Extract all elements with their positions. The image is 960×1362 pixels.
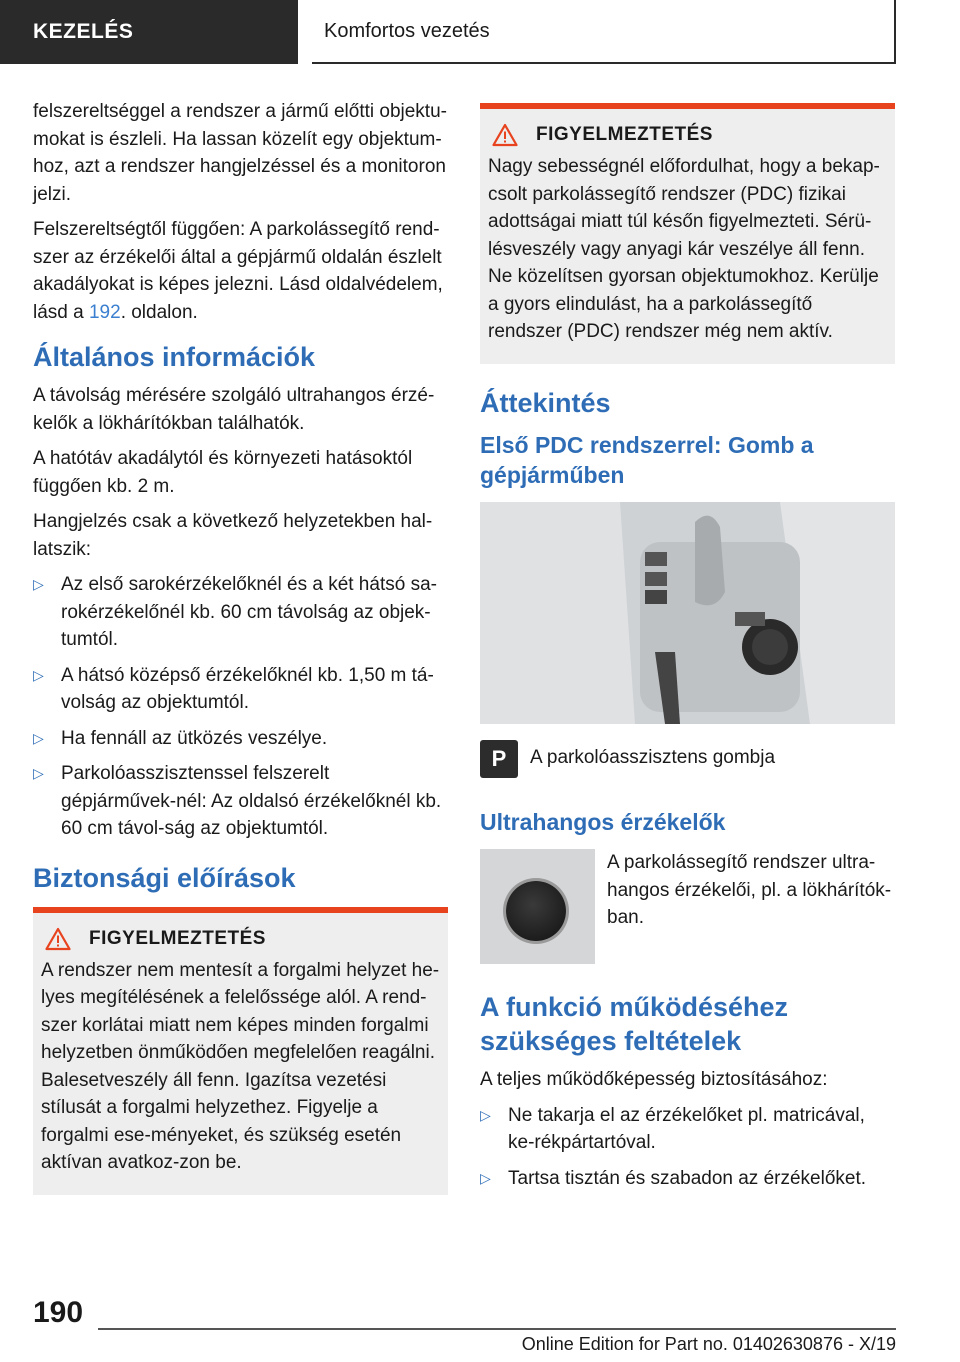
triangle-bullet-icon: ▷	[480, 1106, 491, 1123]
warning-text: Nagy sebességnél előfordulhat, hogy a bekap-csolt parkolássegítő rendszer (PDC) fizikai adottságai miatt túl későn figyelmezteti. Sérü-lésveszély vagy anyagi kár veszélye áll fenn. Ne közelítsen gyorsan objektumokhoz. Kerülje a gyors elindulást, ha a parkolássegítő rendszer (PDC) rendszer még nem aktív.	[488, 156, 880, 342]
edition-text: Online Edition for Part no. 01402630876 - X/19	[521, 1334, 896, 1354]
general-paragraph-3: Hangjelzés csak a következő helyzetekben hal-latszik:	[33, 511, 433, 560]
ultrasonic-sensor-image	[480, 849, 595, 964]
list-item	[480, 1102, 895, 1157]
console-photo	[480, 502, 895, 724]
warning-title: FIGYELMEZTETÉS	[536, 124, 713, 145]
conditions-list	[480, 1102, 895, 1193]
list-item	[480, 1165, 895, 1193]
conditions-heading: A funkció működéséhez szükséges feltételek	[480, 992, 789, 1056]
warning-box	[33, 907, 448, 1195]
overview-heading: Áttekintés	[480, 387, 611, 418]
warning-header	[41, 927, 440, 951]
list-item-text: Ha fennáll az ütközés veszélye.	[61, 727, 328, 749]
caption-row	[480, 740, 895, 780]
triangle-bullet-icon: ▷	[33, 666, 44, 683]
chapter-tab	[312, 0, 896, 64]
intro-paragraph-2	[33, 216, 448, 326]
warning-title: FIGYELMEZTETÉS	[89, 927, 266, 949]
conditions-intro: A teljes működőképesség biztosításához:	[480, 1069, 828, 1090]
list-item	[33, 571, 448, 654]
parking-assist-button-icon: P	[480, 740, 518, 778]
center-console-illustration	[480, 502, 895, 724]
chapter-title: Komfortos vezetés	[324, 19, 490, 42]
triangle-bullet-icon: ▷	[480, 1169, 491, 1186]
page-number: 190	[33, 1296, 84, 1329]
triangle-bullet-icon: ▷	[33, 729, 44, 746]
sensor-row	[480, 849, 895, 964]
general-paragraph-1: A távolság mérésére szolgáló ultrahangos érzé-kelők a lökhárítókban találhatók.	[33, 385, 435, 434]
list-item-text: Tartsa tisztán és szabadon az érzékelőket.	[508, 1167, 867, 1189]
intro-paragraph-2-tail: . oldalon.	[120, 301, 198, 323]
sensors-heading: Ultrahangos érzékelők	[480, 809, 726, 835]
right-column	[480, 103, 895, 1200]
section-title: KEZELÉS	[33, 20, 134, 43]
sensor-icon	[506, 881, 566, 941]
list-item	[33, 662, 448, 717]
section-tab	[0, 0, 298, 64]
list-item-text: Parkolóasszisztenssel felszerelt gépjárművek-nél: Az oldalsó érzékelőknél kb. 60 cm távol-ság az objektumtól.	[61, 763, 442, 839]
warning-text: A rendszer nem mentesít a forgalmi helyzet he-lyes megítélésének a felelőssége alól. A rend-szer korlátai miatt nem képes minden forgalmi helyzetben önműködően megfelelően reagálni. Balesetveszély áll fenn. Igazítsa vezetési stílusát a forgalmi helyzethez. Figyelje a forgalmi ese-ményeket, és szükség esetén aktívan avatkoz-zon be.	[41, 959, 440, 1173]
page-link[interactable]: 192	[88, 301, 121, 323]
left-column	[33, 98, 448, 1195]
general-info-heading: Általános információk	[33, 342, 316, 372]
warning-header	[488, 123, 887, 147]
footer-divider	[98, 1328, 896, 1330]
pdc-button-heading: Első PDC rendszerrel: Gomb a gépjárműben	[480, 431, 814, 488]
sound-conditions-list	[33, 571, 448, 843]
list-item-text: Az első sarokérzékelőknél és a két hátsó sa-rokérzékelőnél kb. 60 cm távolság az objek-tumtól.	[61, 574, 437, 650]
triangle-bullet-icon: ▷	[33, 765, 44, 781]
list-item	[33, 760, 448, 843]
sensors-text: A parkolássegítő rendszer ultra-hangos érzékelői, pl. a lökhárítók-ban.	[607, 852, 892, 928]
warning-triangle-icon	[492, 123, 518, 147]
photo-caption: A parkolóasszisztens gombja	[530, 746, 776, 768]
list-item-text: Ne takarja el az érzékelőket pl. matricával, ke-rékpártartóval.	[508, 1104, 865, 1153]
intro-paragraph-2-text: Felszereltségtől függően: A parkolássegítő rend-szer az érzékelői által a gépjármű oldalán észlelt akadályokat is képes jelezni. Lásd oldalvédelem, lásd a	[33, 219, 443, 323]
triangle-bullet-icon: ▷	[33, 576, 44, 592]
warning-triangle-icon	[45, 927, 71, 951]
general-paragraph-2: A hatótáv akadálytól és környezeti hatásoktól függően kb. 2 m.	[33, 448, 413, 497]
intro-paragraph-1: felszereltséggel a rendszer a jármű előtti objektu-mokat is észleli. Ha lassan közelít egy objektum-hoz, azt a rendszer hangjelzéssel és a monitoron jelzi.	[33, 101, 447, 205]
list-item	[33, 725, 448, 753]
warning-box	[480, 103, 895, 364]
list-item-text: A hátsó középső érzékelőknél kb. 1,50 m tá-volság az objektumtól.	[61, 664, 434, 713]
safety-heading: Biztonsági előírások	[33, 862, 296, 893]
